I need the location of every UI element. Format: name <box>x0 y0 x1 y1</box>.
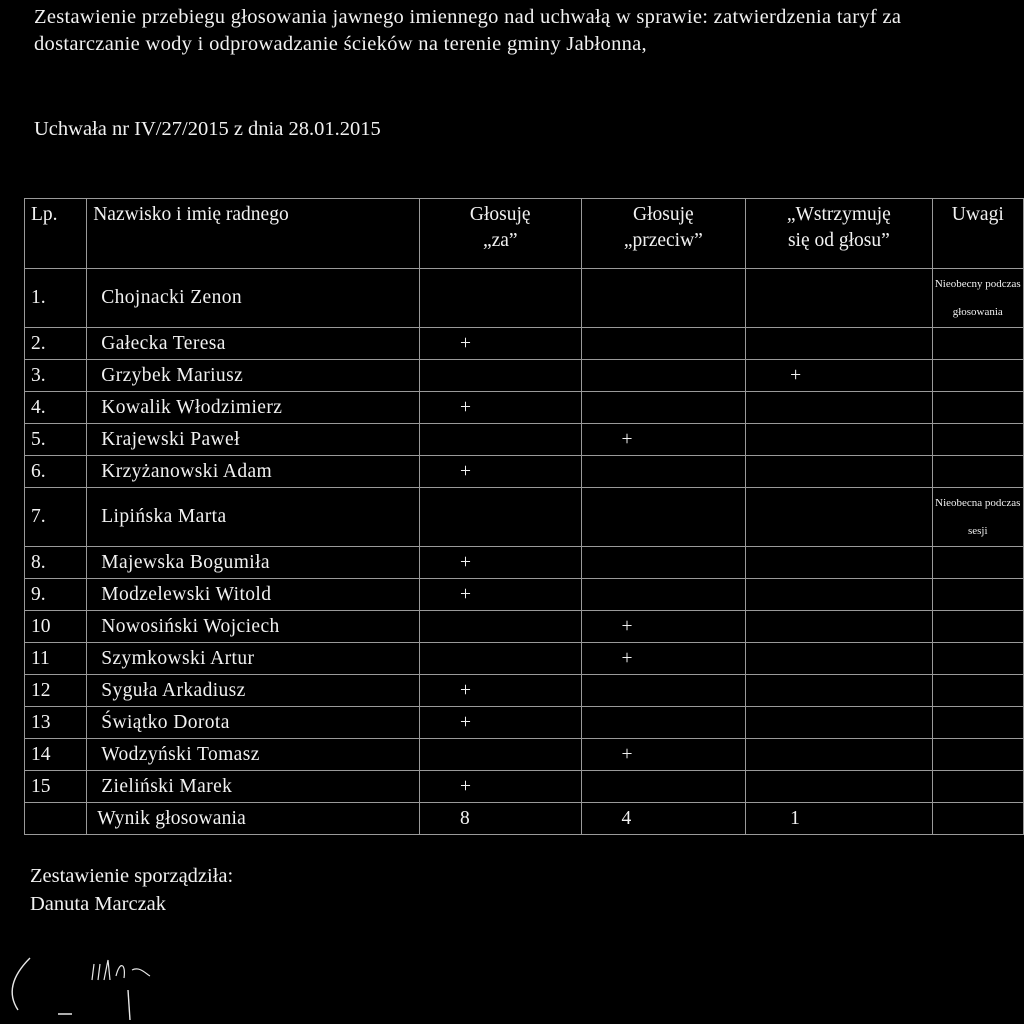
cell-against <box>581 675 746 707</box>
cell-abstain <box>746 675 932 707</box>
result-abstain: 1 <box>746 803 932 835</box>
table-row <box>25 707 1024 739</box>
cell-abstain <box>746 611 932 643</box>
cell-for: + <box>420 579 581 611</box>
cell-notes <box>932 360 1023 392</box>
cell-lp: 7. <box>25 488 87 547</box>
cell-abstain <box>746 643 932 675</box>
cell-against <box>581 328 746 360</box>
cell-against <box>581 771 746 803</box>
table-row <box>25 675 1024 707</box>
cell-name: Krzyżanowski Adam <box>87 456 420 488</box>
cell-against <box>581 547 746 579</box>
cell-lp: 8. <box>25 547 87 579</box>
cell-name: Wodzyński Tomasz <box>87 739 420 771</box>
cell-lp: 14 <box>25 739 87 771</box>
handwritten-signature <box>0 930 240 1024</box>
cell-notes <box>932 707 1023 739</box>
cell-abstain <box>746 269 932 328</box>
cell-against <box>581 392 746 424</box>
cell-lp: 3. <box>25 360 87 392</box>
cell-against: + <box>581 739 746 771</box>
cell-notes <box>932 328 1023 360</box>
cell-lp: 13 <box>25 707 87 739</box>
header-against <box>581 199 746 269</box>
header-abstain-line2: się od głosu” <box>787 230 890 251</box>
cell-lp: 12 <box>25 675 87 707</box>
cell-abstain <box>746 771 932 803</box>
table-row <box>25 392 1024 424</box>
cell-abstain <box>746 579 932 611</box>
cell-name: Syguła Arkadiusz <box>87 675 420 707</box>
cell-notes: Nieobecna podczas sesji <box>932 488 1023 547</box>
cell-name: Zieliński Marek <box>87 771 420 803</box>
cell-against <box>581 269 746 328</box>
voting-table-header <box>25 199 1024 269</box>
cell-abstain: + <box>746 360 932 392</box>
cell-lp: 15 <box>25 771 87 803</box>
cell-lp: 11 <box>25 643 87 675</box>
cell-name: Chojnacki Zenon <box>87 269 420 328</box>
document-title: Zestawienie przebiegu głosowania jawnego imiennego nad uchwałą w sprawie: zatwierdzenia taryf za dostarczanie wody i odprowadzanie ścieków na terenie gminy Jabłonna, <box>34 6 902 55</box>
cell-against <box>581 579 746 611</box>
cell-notes <box>932 424 1023 456</box>
table-row <box>25 771 1024 803</box>
signature-block <box>30 862 233 918</box>
header-for-line2: „za” <box>482 230 518 251</box>
cell-lp: 4. <box>25 392 87 424</box>
cell-lp: 9. <box>25 579 87 611</box>
cell-against: + <box>581 424 746 456</box>
cell-abstain <box>746 424 932 456</box>
table-row <box>25 739 1024 771</box>
cell-for <box>420 488 581 547</box>
cell-name: Szymkowski Artur <box>87 643 420 675</box>
cell-for: + <box>420 392 581 424</box>
cell-for <box>420 360 581 392</box>
cell-notes <box>932 392 1023 424</box>
cell-against <box>581 707 746 739</box>
cell-for: + <box>420 328 581 360</box>
voting-table <box>24 198 1024 835</box>
cell-for <box>420 643 581 675</box>
cell-notes <box>932 611 1023 643</box>
table-row <box>25 579 1024 611</box>
header-row <box>25 199 1024 269</box>
cell-abstain <box>746 547 932 579</box>
cell-for <box>420 424 581 456</box>
result-against: 4 <box>581 803 746 835</box>
cell-name: Kowalik Włodzimierz <box>87 392 420 424</box>
voting-table-body <box>25 269 1024 835</box>
table-row <box>25 643 1024 675</box>
table-row <box>25 424 1024 456</box>
header-for <box>420 199 581 269</box>
cell-abstain <box>746 392 932 424</box>
cell-for: + <box>420 771 581 803</box>
cell-name: Grzybek Mariusz <box>87 360 420 392</box>
cell-lp-empty <box>25 803 87 835</box>
cell-notes <box>932 547 1023 579</box>
cell-name: Majewska Bogumiła <box>87 547 420 579</box>
table-row <box>25 611 1024 643</box>
cell-abstain <box>746 707 932 739</box>
cell-for: + <box>420 456 581 488</box>
cell-for: + <box>420 547 581 579</box>
cell-name: Gałecka Teresa <box>87 328 420 360</box>
cell-lp: 2. <box>25 328 87 360</box>
prepared-by-name: Danuta Marczak <box>30 893 167 915</box>
cell-notes <box>932 771 1023 803</box>
cell-against <box>581 488 746 547</box>
table-row <box>25 547 1024 579</box>
cell-abstain <box>746 488 932 547</box>
cell-notes <box>932 643 1023 675</box>
cell-lp: 5. <box>25 424 87 456</box>
cell-name: Krajewski Paweł <box>87 424 420 456</box>
table-row <box>25 488 1024 547</box>
header-abstain-line1: „Wstrzymuję <box>786 204 891 225</box>
cell-notes <box>932 739 1023 771</box>
cell-abstain <box>746 739 932 771</box>
header-for-line1: Głosuję <box>469 204 531 225</box>
cell-abstain <box>746 456 932 488</box>
cell-name: Świątko Dorota <box>87 707 420 739</box>
cell-name: Lipińska Marta <box>87 488 420 547</box>
header-against-line2: „przeciw” <box>623 230 703 251</box>
header-against-line1: Głosuję <box>633 204 694 225</box>
cell-against: + <box>581 611 746 643</box>
cell-against <box>581 360 746 392</box>
cell-name: Modzelewski Witold <box>87 579 420 611</box>
cell-lp: 10 <box>25 611 87 643</box>
cell-against: + <box>581 643 746 675</box>
header-name: Nazwisko i imię radnego <box>87 199 420 269</box>
table-row <box>25 360 1024 392</box>
cell-notes <box>932 675 1023 707</box>
header-notes: Uwagi <box>932 199 1023 269</box>
header-abstain <box>746 199 932 269</box>
cell-name: Nowosiński Wojciech <box>87 611 420 643</box>
table-row <box>25 269 1024 328</box>
cell-lp: 1. <box>25 269 87 328</box>
result-for: 8 <box>420 803 581 835</box>
prepared-by-label: Zestawienie sporządziła: <box>30 865 234 887</box>
result-label: Wynik głosowania <box>87 803 420 835</box>
result-notes <box>932 803 1023 835</box>
cell-notes: Nieobecny podczas głosowania <box>932 269 1023 328</box>
cell-for: + <box>420 707 581 739</box>
table-row <box>25 328 1024 360</box>
header-lp: Lp. <box>25 199 87 269</box>
cell-for: + <box>420 675 581 707</box>
cell-notes <box>932 456 1023 488</box>
cell-for <box>420 611 581 643</box>
result-row <box>25 803 1024 835</box>
cell-lp: 6. <box>25 456 87 488</box>
cell-for <box>420 269 581 328</box>
cell-abstain <box>746 328 932 360</box>
cell-against <box>581 456 746 488</box>
table-row <box>25 456 1024 488</box>
cell-notes <box>932 579 1023 611</box>
cell-for <box>420 739 581 771</box>
resolution-reference: Uchwała nr IV/27/2015 z dnia 28.01.2015 <box>34 118 381 140</box>
